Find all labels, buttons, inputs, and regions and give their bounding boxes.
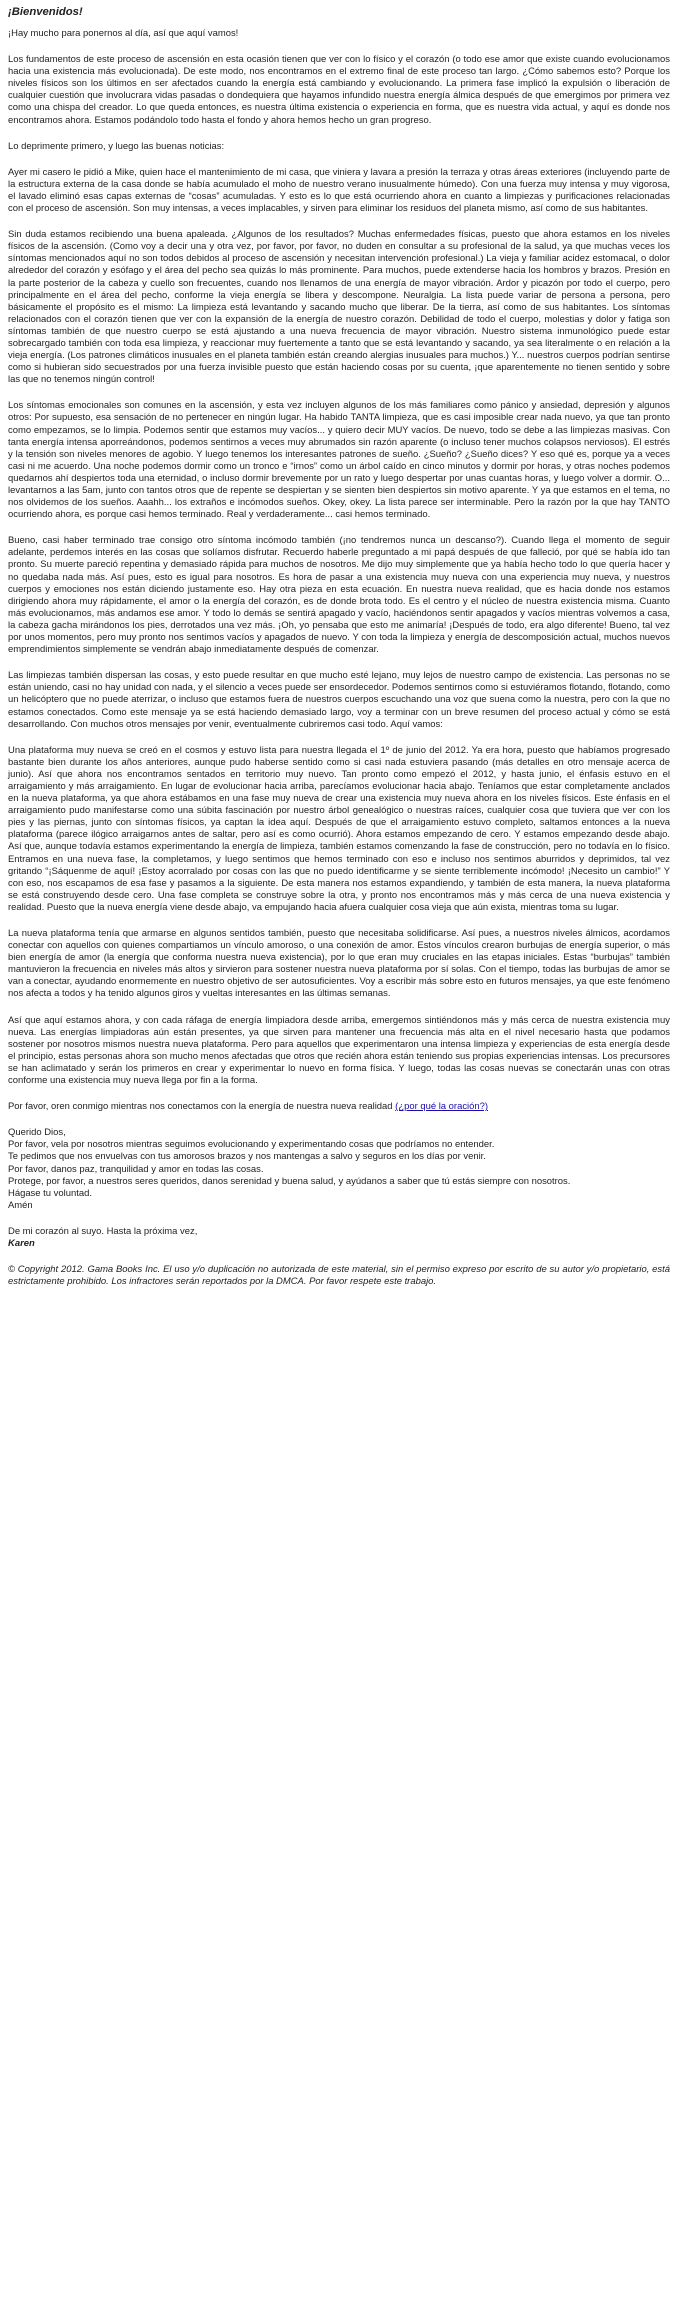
copyright-notice: © Copyright 2012. Gama Books Inc. El uso y/o duplicación no autorizada de este material, sin el permiso expreso por escrito de su autor y/o propietario, está estrictamente prohibido. Los infractores serán reportados por la DMCA. Por favor respete este trabajo. (8, 1264, 670, 1288)
closing-block (8, 1226, 670, 1250)
paragraph: Ayer mi casero le pidió a Mike, quien hace el mantenimiento de mi casa, que viniera y lavara a presión la terraza y otras áreas exteriores (incluyendo parte de la estructura externa de la casa donde se había acumulado el moho de nuestro verano inusualmente húmedo). Con una fuerza muy intensa y muy vigorosa, el lavado eliminó esas capas externas de “cosas” acumuladas. Y esto es lo que está ocurriendo ahora en cuanto a limpiezas y purificaciones relacionadas con el proceso de ascensión. Son muy intensas, a veces implacables, y sirven para eliminar los residuos del planeta mismo, así como de sus habitantes. (8, 166, 670, 215)
paragraph: Lo deprimente primero, y luego las buenas noticias: (8, 140, 225, 152)
prayer-intro-text: Por favor, oren conmigo mientras nos conectamos con la energía de nuestra nueva realidad (8, 1101, 393, 1113)
paragraph: Las limpiezas también dispersan las cosas, y esto puede resultar en que mucho esté lejano, muy lejos de nuestro campo de existencia. Las personas no se están uniendo, casi no hay unidad con nada, y el silencio a veces puede ser ensordecedor. Podemos sentirnos como si estuviéramos flotando, flotando, como un helicóptero que no puede aterrizar, o incluso que estamos fuera de nuestros cuerpos escuchando una voz que suena como la nuestra, pero con la que no estamos conectados. Como este mensaje ya se está haciendo demasiado largo, voy a terminar con un breve resumen del proceso actual y cómo se está desarrollando. Con muchos otros mensajes por venir, eventualmente cubriremos casi todo. Aquí vamos: (8, 670, 670, 730)
prayer-line: Por favor, vela por nosotros mientras seguimos evolucionando y experimentando cosas que podríamos no entender. (8, 1139, 495, 1151)
prayer-line: Por favor, danos paz, tranquilidad y amor en todas las cosas. (8, 1163, 264, 1175)
prayer (8, 1127, 670, 1212)
prayer-line: Amén (8, 1199, 33, 1211)
page-title: ¡Bienvenidos! (8, 6, 83, 18)
closing-text: De mi corazón al suyo. Hasta la próxima vez, (8, 1225, 198, 1237)
prayer-line: Hágase tu voluntad. (8, 1187, 92, 1199)
paragraph: Una plataforma muy nueva se creó en el cosmos y estuvo lista para nuestra llegada el 1º de junio del 2012. Ya era hora, puesto que habíamos progresado bastante bien durante los años anteriores, aunque pudo haberse sentido como si casi nada estuviera pasando (más detalles en otro mensaje acerca de junio). Así que ahora nos encontramos sentados en territorio muy nuevo. Tan pronto como empezó el 2012, y hasta junio, el énfasis estuvo en el arraigamiento y más arraigamiento. En lugar de evolucionar hacia arriba, parecíamos evolucionar hacia abajo. Teníamos que estar completamente anclados en la nueva plataforma, ya que ahora estábamos en una fase muy nueva de crear una existencia muy nueva ahora en los niveles físicos. Este énfasis en el arraigamiento pudo manifestarse como una súbita fascinación por nuestro árbol genealógico o nuestras raíces, cualquier cosa que tuviera que ver con los pies y las piernas, junto con síntomas físicos, ya captan la idea aquí. Después de que el arraigamiento estuvo completo, saltamos entonces a la nueva plataforma (parece ilógico arraigarnos antes de saltar, pero así es como ocurrió). Ahora estamos empezando de cero. Y estamos empezando desde abajo. Así que, aunque todavía estamos experimentando la energía de limpieza, también estamos comenzando la fase de construcción, pero no todavía en lo físico. Entramos en una nueva fase, la completamos, y luego sentimos que hemos terminado con eso e incluso nos sentimos aburridos y deprimidos, tal vez gritando “¡Sáquenme de aquí! ¡Estoy acorralado por cosas con las que no puedo identificarme y se siente terriblemente incómodo! ¡Necesito un cambio!” Y con eso, nos escapamos de esa fase y pasamos a la siguiente. De esta manera nos estamos expandiendo, y también de esta manera, la nueva plataforma se está construyendo desde cero. Una fase completa se construye sobre la otra, y pronto nos encontramos más y más cerca de una nueva existencia y realidad. Puesto que la nueva energía viene desde abajo, va empujando hacia afuera cualquier cosa vieja que aún exista, mientras toma su lugar. (8, 744, 670, 913)
paragraph: La nueva plataforma tenía que armarse en algunos sentidos también, puesto que necesitaba solidificarse. Así pues, a nuestros niveles álmicos, acordamos conectar con aquellos con quienes compartiamos un vínculo amoroso, o una conexión de amor. Estos vínculos crearon burbujas de energía superior, o más bien energía de amor (la energía que conforma nuestra nueva existencia), por lo que eran muy cruciales en las etapas iniciales. Estas “burbujas” también mantuvieron la frecuencia en niveles más altos y sirvieron para sostener nuestra nueva plataforma por sí solas. Con el tiempo, todas las burbujas de amor se van a conectar, ayudando enormemente en nuestro objetivo de ser autosuficientes. Voy a escribir más sobre esto en futuros mensajes, ya que este fenómeno nos afecta a todos y ha tenido algunos giros y vueltas interesantes en las últimas semanas. (8, 928, 670, 1000)
prayer-line: Protege, por favor, a nuestros seres queridos, danos serenidad y buena salud, y ayúdanos a saber que tú estás siempre con nosotros. (8, 1175, 571, 1187)
paragraph: Los fundamentos de este proceso de ascensión en esta ocasión tienen que ver con lo físico y el corazón (o todo ese amor que existe cuando evolucionamos hacia una existencia más evolucionada). De este modo, nos encontramos en el extremo final de este proceso tan largo. ¿Cómo sabemos esto? Porque los niveles físicos son los últimos en ser afectados cuando la energía está cambiando y evolucionando. La primera fase implicó la expulsión o liberación de cualquier cuestión que involucrara vidas pasadas o dondequiera que hayamos infundido nuestra energía álmica después de que emergimos por primera vez como una chispa del creador. Lo que queda entonces, es nuestra última existencia o experiencia en forma, que es nuestra vida actual, y aquí es donde nos encontramos ahora. Estamos podándolo todo hasta el fondo y ahora hemos hecho un gran progreso. (8, 54, 670, 126)
prayer-line: Querido Dios, (8, 1127, 66, 1139)
why-prayer-link[interactable]: (¿por qué la oración?) (395, 1101, 489, 1113)
prayer-line: Te pedimos que nos envuelvas con tus amorosos brazos y nos mantengas a salvo y seguros en los días por venir. (8, 1151, 486, 1163)
signature: Karen (8, 1237, 35, 1249)
paragraph: Bueno, casi haber terminado trae consigo otro síntoma incómodo también (¡no tendremos nunca un descanso?). Cuando llega el momento de seguir adelante, perdemos interés en las cosas que solíamos disfrutar. Recuerdo haberle preguntado a mi papá después de que falleció, por qué se había ido tan pronto. Su muerte pareció repentina y demasiado rápida para muchos de nosotros. Me dijo muy simplemente que ya había hecho todo lo que quería hacer y no quedaba nada más. Así pues, esto es igual para nosotros. Es hora de pasar a una existencia muy nueva con una experiencia muy nueva, y nuestros cuerpos y emociones nos están diciendo justamente eso. Hay otra pieza en esta ecuación. En nuestra nueva realidad, que es hacia donde nos estamos dirigiendo ahora muy rápidamente, el amor o la energía del corazón, es de donde brota todo. Es el centro y el núcleo de nuestra existencia misma. Cuanto más evolucionamos, más andamos ese amor. Y todo lo demás se sentirá apagado y vacío, haciéndonos sentir apagados y vacíos mientras volvemos a casa, la cabeza gacha mirándonos los pies, derrotados una vez más. ¡Oh, yo pensaba que esto me animaría! ¡Después de todo, era algo diferente! Bueno, tal vez por unos momentos, pero muy pronto nos sentimos vacíos y apagados de nuevo. Y con toda la limpieza y energía de descomposición actual, muchos nuevos emprendimientos simplemente se vendrán abajo inmediatamente después de comenzar. (8, 535, 670, 656)
paragraph: Así que aquí estamos ahora, y con cada ráfaga de energía limpiadora desde arriba, emergemos sintiéndonos más y más cerca de nuestra existencia muy nueva. Las energías limpiadoras aún están presentes, ya que sirven para mantener una frecuencia más alta en el nivel necesario hasta que podamos sostener por nosotros mismos nuestra nueva plataforma. Pero para aquellos que experimentaron una intensa limpieza y experiencias de esta energía desde el principio, estas personas ahora son mucho menos afectadas que otros que recién ahora están teniendo sus propias experiencias intensas. Los precursores se han aclimatado y serán los primeros en crear y experimentar lo nuevo en forma física. Y luego, todas las cosas nuevas se conectarán unas con otras conforme una existencia muy nueva llega por fin a la forma. (8, 1014, 670, 1087)
paragraph: Sin duda estamos recibiendo una buena apaleada. ¿Algunos de los resultados? Muchas enfermedades físicas, puesto que ahora estamos en los niveles físicos de la ascensión. (Como voy a decir una y otra vez, por favor, por favor, no duden en consultar a su profesional de la salud, ya que muchas veces los síntomas mencionados aquí no son todos debidos al proceso de ascensión y necesitan intervención profesional.) La vieja y familiar acidez estomacal, o dolor alrededor del corazón y esófago y el área del pecho sea quizás lo más prominente. Para muchos, puede extenderse hacia los hombros y brazos. Presión en la parte posterior de la cabeza y cuello son frecuentes, cuando nos llenamos de una energía de mayor vibración. Ardor y picazón por todo el cuerpo, pero principalmente en el área del pecho, conforme la vieja energía se libera y descompone. Neuralgia. La lista puede variar de persona a persona, pero básicamente el propósito es el mismo: La limpieza está levantando y sacando mucho que liberar. De la tierra, así como de sus habitantes. Los síntomas relacionados con el corazón tienen que ver con la expansión de la energía de nuestro corazón. Debilidad de todo el cuerpo, molestias y dolor y fatiga son síntomas también de que nuestro cuerpo se está ajustando a una nueva frecuencia de mayor vibración. Nuestro sistema inmunológico puede estar sobrecargado también con toda esa limpieza, y reaccionar muy fuertemente a tanto que se está levantando y sacando, ya sea literalmente o en relación a la vieja energía. (Los patrones climáticos inusuales en el planeta también están creando alergias inusuales para muchos.) Y... nuestros cuerpos podrían sentirse como si hubieran sido secuestrados por una fuerza invisible puesto que están haciendo cosas por su cuenta, ¡que aparentemente no tienen sentido y sobre las que no tenemos ningún control! (8, 229, 670, 386)
paragraph: ¡Hay mucho para ponernos al día, así que aquí vamos! (8, 28, 239, 39)
paragraph: Los síntomas emocionales son comunes en la ascensión, y esta vez incluyen algunos de los más familiares como pánico y ansiedad, depresión y algunos otros: Por supuesto, esa sensación de no pertenecer en ningún lugar. Ha habido TANTA limpieza, que es casi imposible crear nada nuevo, ya que tan pronto como empezamos, se lo limpia. Podemos sentir que estamos muy vacíos... y quiero decir MUY vacíos. De nuevo, todo se debe a las limpiezas masivas. Con tanta energía intensa aporreándonos, podemos sentirnos a veces muy abrumados sin razón aparente (o incluso tener muchos colapsos nerviosos). El estrés y la tensión son niveles menores de agobio. Y luego tenemos los interesantes patrones de sueño. ¿Sueño? ¿Sueño dices? Y eso qué es, porque ya a veces casi ni me acuerdo. Una noche podemos dormir como un tronco e “irnos” como un árbol caído en cinco minutos y dormir por horas, y otras noches podemos quedarnos ahí despiertos toda una eternidad, o incluso dormir brevemente por un rato y luego despertar por unas cuantas horas, y luego volver a dormir. O... levantarnos a las 5am, junto con tantos otros que de repente se despiertan y se sienten bien despiertos sin motivo aparente. Y ya que estamos en el tema, no nos olvidemos de los sueños. Aaahh... los extraños e incómodos sueños. Okey, okey. La lista parece ser interminable. Pero la razón por la que hay TANTO ocurriendo ahora, es porque casi hemos terminado. Real y verdaderamente... casi hemos terminado. (8, 400, 670, 521)
prayer-intro-paragraph (8, 1101, 670, 1113)
